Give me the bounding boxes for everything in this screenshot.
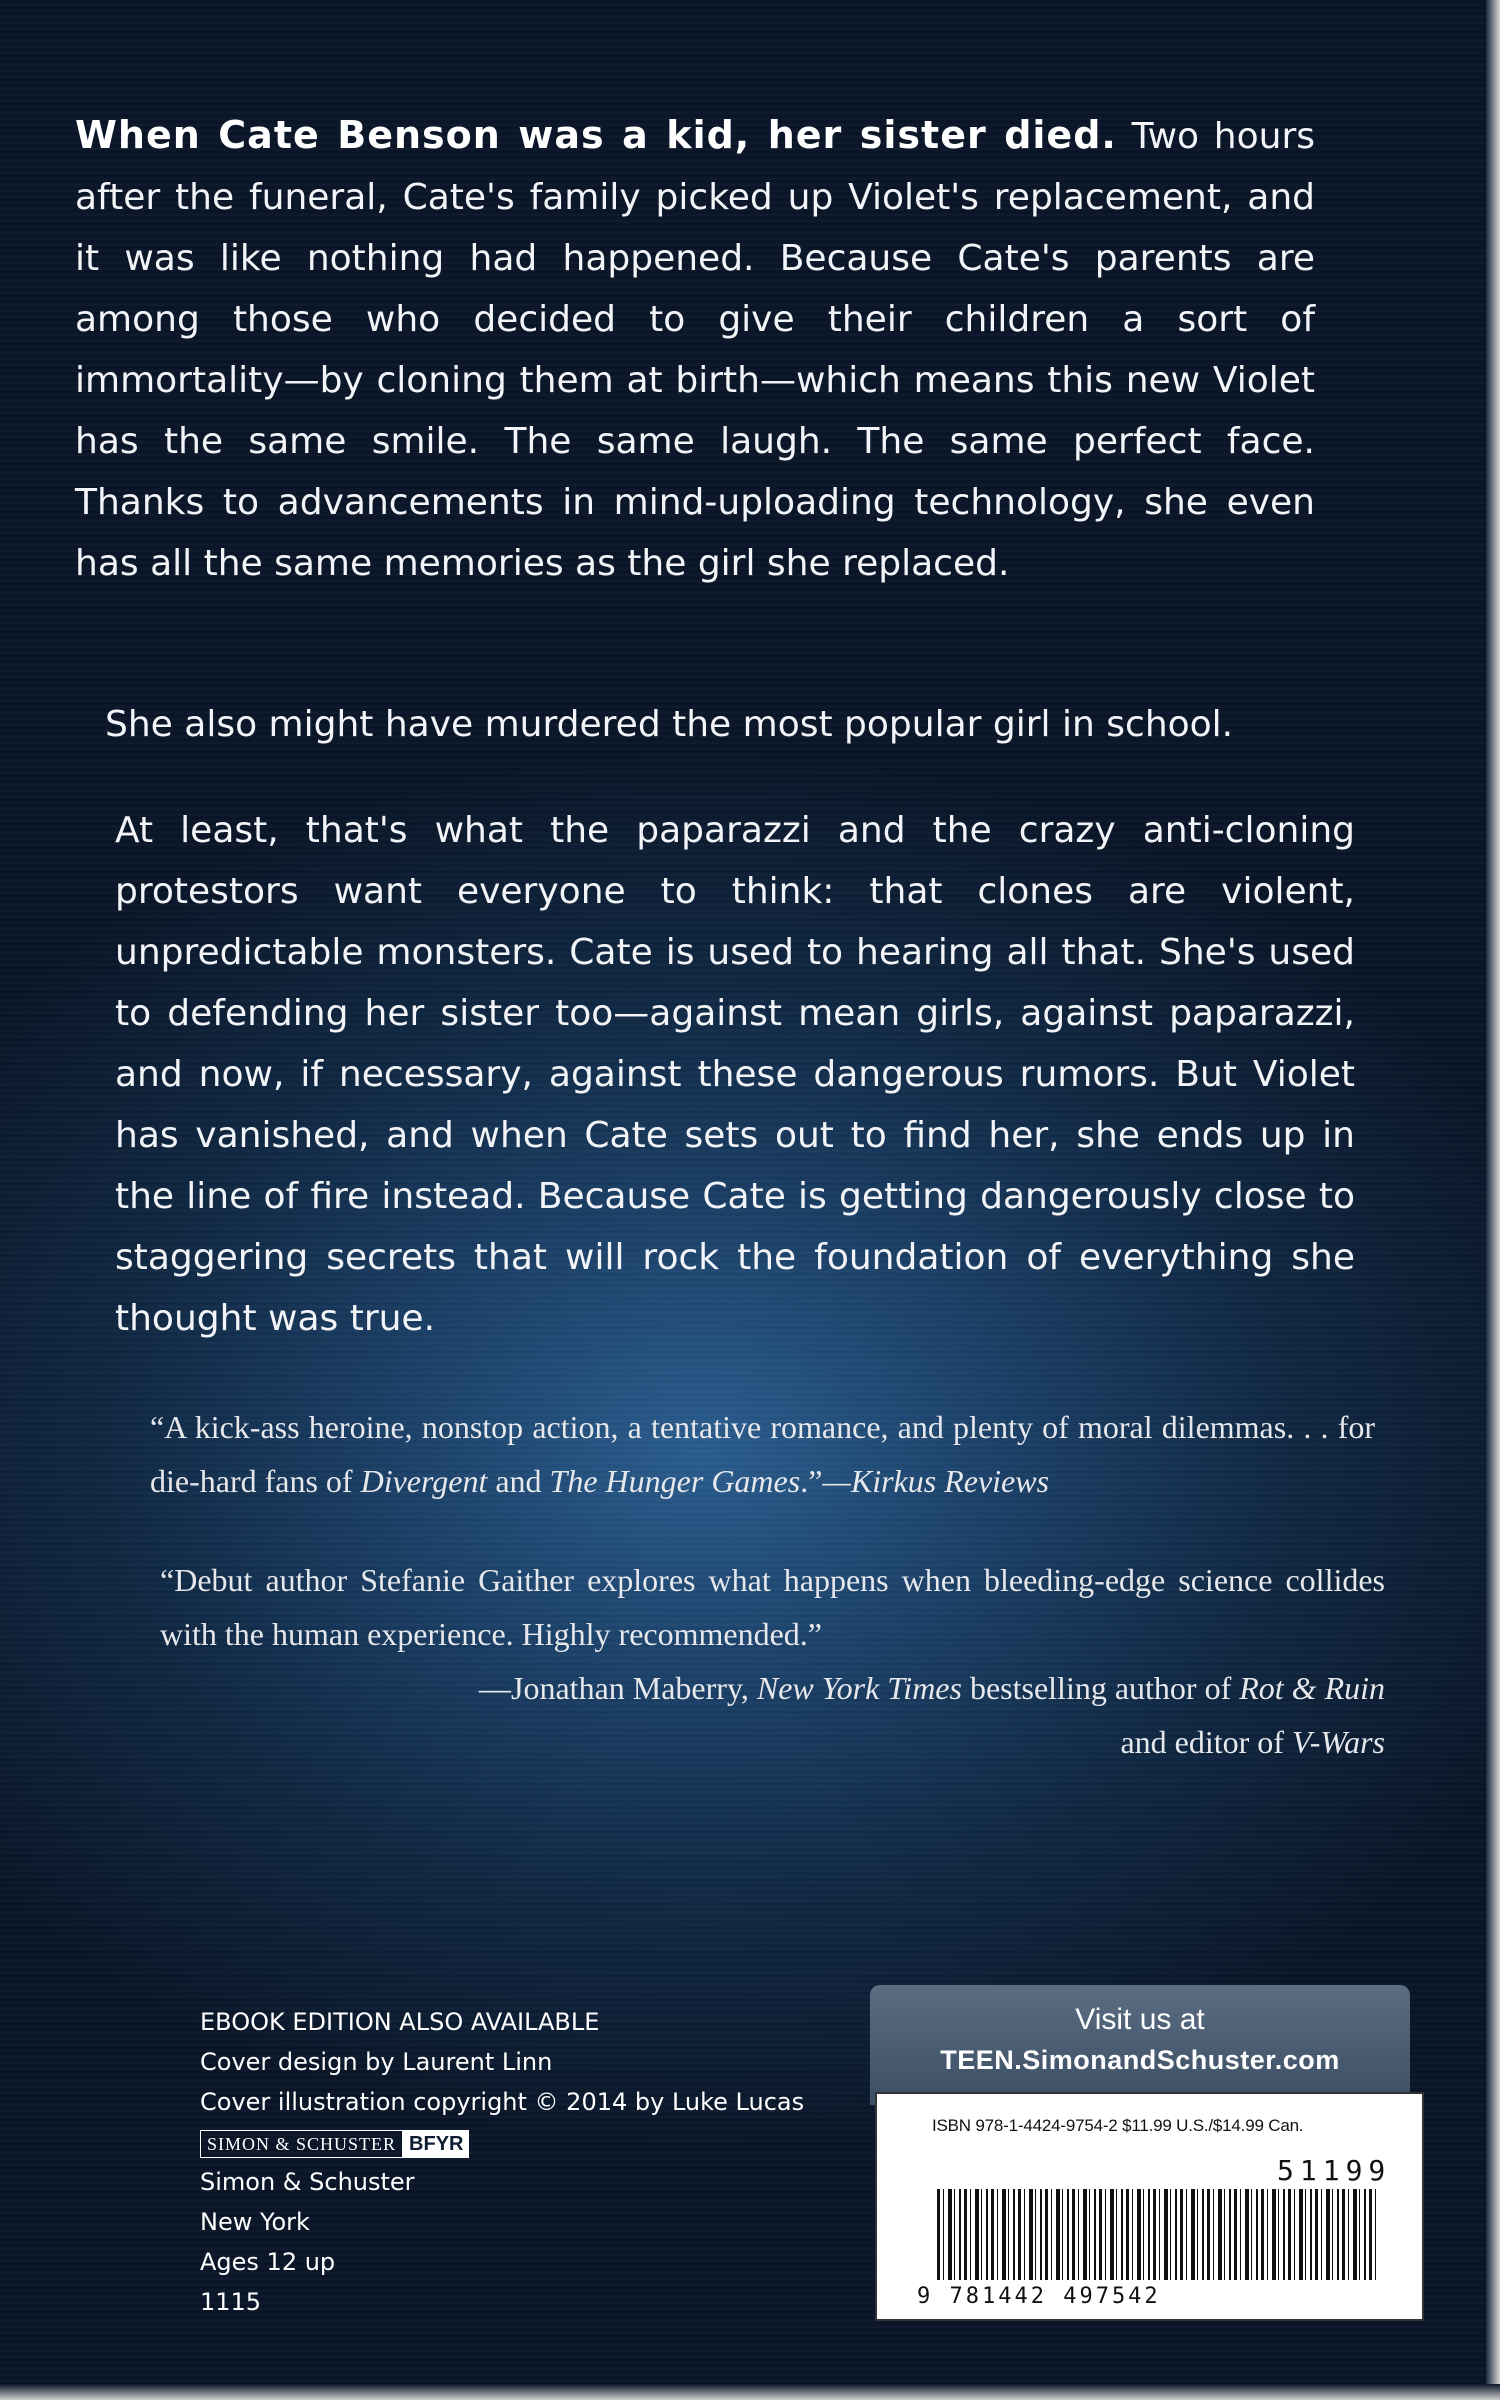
age-range: Ages 12 up	[200, 2248, 336, 2276]
blurb-paragraph-2: She also might have murdered the most popular girl in school.	[105, 704, 1234, 745]
imprint-logo	[200, 2122, 804, 2162]
attribution-text: and editor of	[1120, 1724, 1292, 1760]
blurb-lead: When Cate Benson was a kid, her sister died.	[75, 113, 1117, 157]
quote-text: .”	[800, 1463, 823, 1499]
quote-text: “Debut author Stefanie Gaither explores what happens when bleeding-edge science collides with the human experience. Highly recommended.”	[160, 1562, 1385, 1652]
blurb-paragraph-3: At least, that's what the paparazzi and the crazy anti-cloning protestors want everyone to think: that clones are violent, unpredictable monsters. Cate is used to hearing all that. She's used to defending her sister too—against mean girls, against paparazzi, and now, if necessary, against these dangerous rumors. But Violet has vanished, and when Cate sets out to find her, she ends up in the line of fire instead. Because Cate is getting dangerously close to staggering secrets that will rock the foundation of everything she thought was true.	[115, 810, 1355, 1339]
attribution-book-title: Rot & Ruin	[1239, 1670, 1385, 1706]
imprint-badge: BFYR	[403, 2130, 469, 2158]
website-url[interactable]: TEEN.SimonandSchuster.com	[940, 2045, 1340, 2075]
attribution-text: —Jonathan Maberry,	[479, 1670, 757, 1706]
quote-attribution	[160, 1661, 1385, 1715]
publisher-city: New York	[200, 2208, 310, 2236]
print-code: 1115	[200, 2288, 262, 2316]
blurb-paragraph-1-text: Two hours after the funeral, Cate's family picked up Violet's replacement, and it was like nothing had happened. Because Cate's parents are among those who decided to give their children a sort of immortality—by cloning them at birth—which means this new Violet has the same smile. The same laugh. The same perfect face. Thanks to advancements in mind-uploading technology, she even has all the same memories as the girl she replaced.	[75, 116, 1315, 584]
ebook-notice: EBOOK EDITION ALSO AVAILABLE	[200, 2008, 600, 2036]
attribution-text: bestselling author of	[961, 1670, 1240, 1706]
isbn-price-line: ISBN 978-1-4424-9754-2 $11.99 U.S./$14.99 Can.	[932, 2116, 1304, 2135]
attribution-publication: New York Times	[756, 1670, 962, 1706]
scan-edge-bottom	[0, 2384, 1500, 2400]
scan-edge-right	[1486, 0, 1500, 2400]
blurb-paragraph-1	[75, 105, 1315, 594]
cover-illustration-credit: Cover illustration copyright © 2014 by Luke Lucas	[200, 2088, 805, 2116]
quote-text: and	[487, 1463, 550, 1499]
quote-attribution-line-2	[160, 1715, 1385, 1769]
review-quote-kirkus	[150, 1400, 1375, 1508]
credits-block	[200, 2002, 804, 2322]
quote-attribution: —Kirkus Reviews	[822, 1463, 1050, 1499]
barcode-sticker	[875, 2092, 1424, 2321]
publisher-name: Simon & Schuster	[200, 2168, 415, 2196]
review-quote-maberry	[160, 1553, 1385, 1769]
cover-design-credit: Cover design by Laurent Linn	[200, 2048, 553, 2076]
imprint-logo-text: SIMON & SCHUSTER	[200, 2130, 403, 2158]
attribution-book-title: V-Wars	[1291, 1724, 1385, 1760]
barcode-icon	[937, 2189, 1377, 2289]
price-code: 51199	[1277, 2154, 1392, 2187]
barcode-digits: 9 781442 497542	[917, 2284, 1167, 2309]
quote-text: “A kick-ass heroine, nonstop action, a tentative romance, and plenty of moral dilemmas. . . for die-hard fans of	[150, 1409, 1375, 1499]
website-label: Visit us at	[1075, 2003, 1205, 2036]
quote-book-title: The Hunger Games	[549, 1463, 801, 1499]
website-banner	[870, 1985, 1410, 2105]
quote-book-title: Divergent	[360, 1463, 488, 1499]
